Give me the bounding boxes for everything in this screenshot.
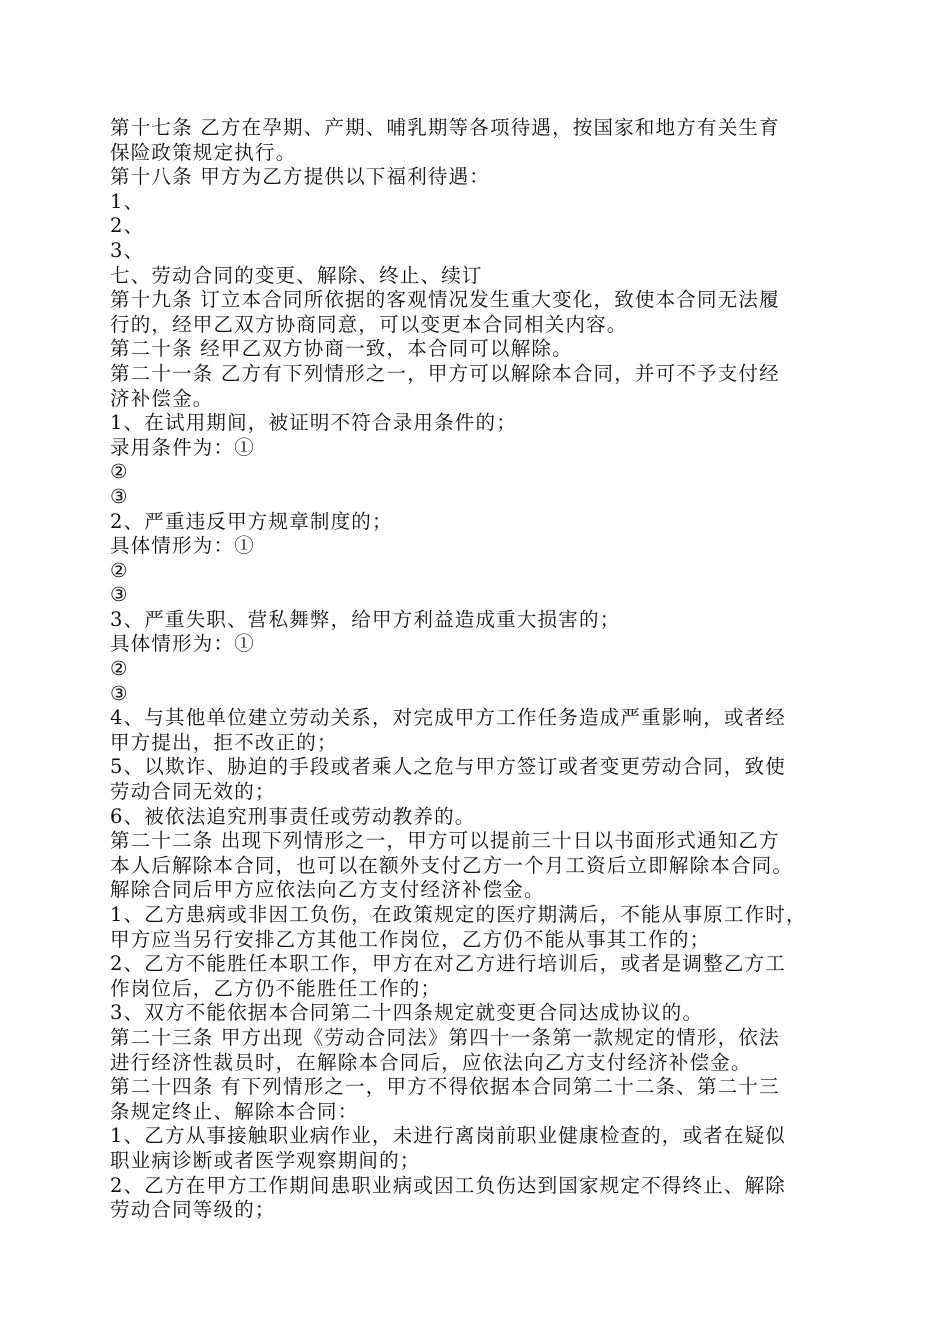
- text-line: 2、严重违反甲方规章制度的；: [110, 509, 393, 533]
- text-line: 3、双方不能依据本合同第二十四条规定就变更合同达成协议的。: [110, 1001, 704, 1025]
- text-line: 2、乙方不能胜任本职工作，甲方在对乙方进行培训后，或者是调整乙方工: [110, 952, 787, 976]
- text-line: 本人后解除本合同，也可以在额外支付乙方一个月工资后立即解除本合同。: [110, 853, 794, 877]
- text-line: 行的，经甲乙双方协商同意，可以变更本合同相关内容。: [110, 312, 628, 336]
- text-line: 进行经济性裁员时，在解除本合同后，应依法向乙方支付经济补偿金。: [110, 1050, 752, 1074]
- text-line: 作岗位后，乙方仍不能胜任工作的；: [110, 976, 442, 1000]
- text-line: ③: [110, 484, 129, 508]
- text-line: 劳动合同等级的；: [110, 1198, 276, 1222]
- text-line: 1、在试用期间，被证明不符合录用条件的；: [110, 411, 517, 435]
- text-line: 第十八条 甲方为乙方提供以下福利待遇：: [110, 165, 490, 189]
- text-line: 保险政策规定执行。: [110, 140, 297, 164]
- text-line: 职业病诊断或者医学观察期间的；: [110, 1148, 421, 1172]
- text-line: 解除合同后甲方应依法向乙方支付经济补偿金。: [110, 878, 545, 902]
- text-line: 劳动合同无效的；: [110, 780, 276, 804]
- section-heading: 七、劳动合同的变更、解除、终止、续订: [110, 263, 483, 287]
- text-line: 2、: [110, 214, 145, 238]
- text-line: 第二十二条 出现下列情形之一，甲方可以提前三十日以书面形式通知乙方: [110, 829, 780, 853]
- text-line: 第二十三条 甲方出现《劳动合同法》第四十一条第一款规定的情形，依法: [110, 1025, 780, 1049]
- text-line: 5、以欺诈、胁迫的手段或者乘人之危与甲方签订或者变更劳动合同，致使: [110, 755, 787, 779]
- text-line: 录用条件为：①: [110, 435, 255, 459]
- text-line: 1、: [110, 189, 145, 213]
- text-line: 3、: [110, 238, 145, 262]
- text-line: 第二十一条 乙方有下列情形之一，甲方可以解除本合同，并可不予支付经: [110, 361, 780, 385]
- document-body: [110, 116, 860, 1223]
- text-line: 3、严重失职、营私舞弊，给甲方利益造成重大损害的；: [110, 607, 621, 631]
- text-line: ②: [110, 657, 129, 681]
- text-line: 具体情形为：①: [110, 632, 255, 656]
- text-line: 6、被依法追究刑事责任或劳动教养的。: [110, 804, 476, 828]
- text-line: 第十七条 乙方在孕期、产期、哺乳期等各项待遇，按国家和地方有关生育: [110, 116, 780, 139]
- text-line: 第二十四条 有下列情形之一，甲方不得依据本合同第二十二条、第二十三: [110, 1075, 780, 1099]
- text-line: 第十九条 订立本合同所依据的客观情况发生重大变化，致使本合同无法履: [110, 288, 780, 312]
- text-line: ③: [110, 681, 129, 705]
- text-line: 第二十条 经甲乙双方协商一致，本合同可以解除。: [110, 337, 573, 361]
- text-line: 济补偿金。: [110, 386, 214, 410]
- text-line: 2、乙方在甲方工作期间患职业病或因工负伤达到国家规定不得终止、解除: [110, 1173, 787, 1197]
- text-line: ②: [110, 558, 129, 582]
- text-line: ③: [110, 583, 129, 607]
- text-line: 1、乙方从事接触职业病作业，未进行离岗前职业健康检查的，或者在疑似: [110, 1124, 787, 1148]
- text-line: 条规定终止、解除本合同：: [110, 1099, 359, 1123]
- text-line: 1、乙方患病或非因工负伤，在政策规定的医疗期满后，不能从事原工作时，: [110, 903, 807, 926]
- text-line: 甲方提出，拒不改正的；: [110, 730, 338, 754]
- text-line: 4、与其他单位建立劳动关系，对完成甲方工作任务造成严重影响，或者经: [110, 706, 787, 730]
- text-line: ②: [110, 460, 129, 484]
- text-line: 具体情形为：①: [110, 534, 255, 558]
- text-line: 甲方应当另行安排乙方其他工作岗位，乙方仍不能从事其工作的；: [110, 927, 711, 951]
